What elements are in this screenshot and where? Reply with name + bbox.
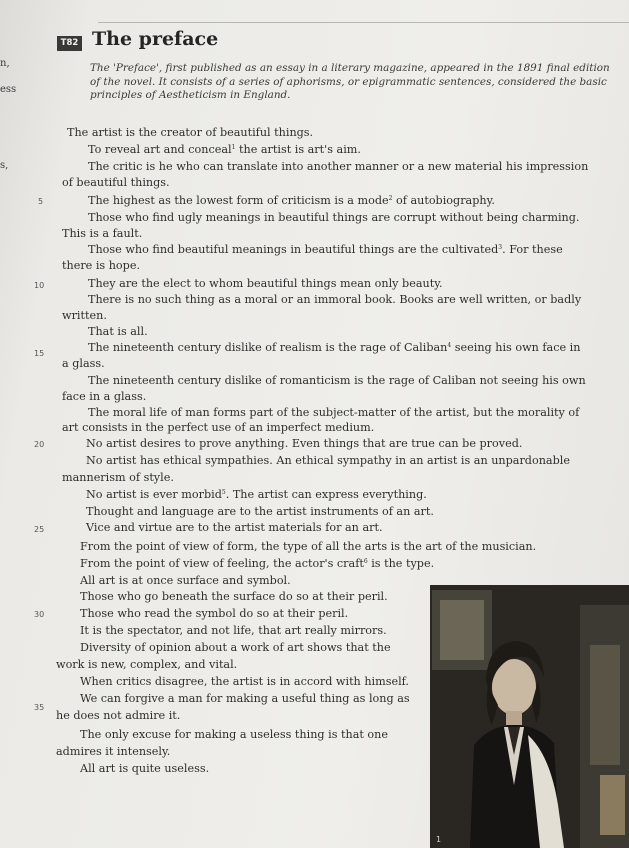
header-rule — [98, 22, 629, 23]
text-line: There is no such thing as a moral or an immoral book. Books are well written, or badly — [88, 293, 582, 306]
text-line: work is new, complex, and vital. — [56, 658, 238, 671]
text-line: The nineteenth century dislike of realism is the rage of Caliban$^4$ seeing his own face in — [88, 341, 581, 354]
text-line: he does not admire it. — [56, 709, 181, 722]
photo-number: 1 — [436, 835, 442, 844]
text-line: No artist has ethical sympathies. An ethical sympathy in an artist is an unpardonable — [86, 454, 570, 467]
text-line: It is the spectator, and not life, that art really mirrors. — [80, 624, 387, 637]
line-number: 30 — [34, 610, 45, 619]
line-number: 15 — [34, 349, 45, 358]
text-line: The highest as the lowest form of criticism is a mode$^2$ of autobiography. — [88, 194, 495, 207]
margin-fragment: s, — [0, 160, 9, 171]
text-line: a glass. — [62, 357, 105, 370]
page-title: The preface — [92, 28, 219, 50]
text-line: From the point of view of feeling, the actor's craft$^6$ is the type. — [80, 557, 435, 570]
text-line: Vice and virtue are to the artist materials for an art. — [86, 521, 383, 534]
text-line: Thought and language are to the artist instruments of an art. — [86, 505, 434, 518]
text-line: written. — [62, 309, 107, 322]
margin-fragment: n, — [0, 58, 10, 69]
text-line: admires it intensely. — [56, 745, 171, 758]
text-line: face in a glass. — [62, 390, 147, 403]
text-line: The artist is the creator of beautiful things. — [67, 126, 314, 139]
text-line: We can forgive a man for making a useful thing as long as — [80, 692, 410, 705]
text-line: When critics disagree, the artist is in accord with himself. — [80, 675, 409, 688]
text-line: art consists in the perfect use of an imperfect medium. — [62, 421, 375, 434]
text-line: All art is at once surface and symbol. — [80, 574, 291, 587]
text-line: All art is quite useless. — [80, 762, 210, 775]
text-line: mannerism of style. — [62, 471, 174, 484]
intro-paragraph: The 'Preface', first published as an essay in a literary magazine, appeared in the 1891 final edition of the novel. It consists of a series of aphorisms, or epigrammatic sentences, considered the basic principles of Aestheticism in England. — [90, 62, 610, 101]
text-number-badge: T82 — [57, 36, 82, 51]
margin-fragment: ess — [0, 84, 17, 95]
text-line: To reveal art and conceal$^1$ the artist is art's aim. — [88, 143, 361, 156]
text-line: No artist desires to prove anything. Even things that are true can be proved. — [86, 437, 523, 450]
text-line: That is all. — [88, 325, 148, 338]
portrait-illustration — [430, 585, 629, 848]
text-line: The only excuse for making a useless thing is that one — [80, 728, 388, 741]
text-line: This is a fault. — [62, 227, 143, 240]
text-line: The moral life of man forms part of the subject-matter of the artist, but the morality of — [88, 406, 580, 419]
text-line: Those who find ugly meanings in beautiful things are corrupt without being charming. — [88, 211, 580, 224]
portrait-photo — [430, 585, 629, 848]
text-line: No artist is ever morbid$^5$. The artist can express everything. — [86, 488, 427, 501]
text-line: From the point of view of form, the type of all the arts is the art of the musician. — [80, 540, 537, 553]
text-line: Those who find beautiful meanings in beautiful things are the cultivated$^3$. For these — [88, 243, 563, 256]
text-line: of beautiful things. — [62, 176, 170, 189]
line-number: 25 — [34, 525, 45, 534]
line-number: 5 — [38, 197, 44, 206]
text-line: there is hope. — [62, 259, 141, 272]
text-line: Those who read the symbol do so at their peril. — [80, 607, 349, 620]
text-line: Diversity of opinion about a work of art shows that the — [80, 641, 391, 654]
line-number: 10 — [34, 281, 45, 290]
text-line: The nineteenth century dislike of romanticism is the rage of Caliban not seeing his own — [88, 374, 586, 387]
text-line: They are the elect to whom beautiful things mean only beauty. — [88, 277, 443, 290]
text-line: The critic is he who can translate into another manner or a new material his impression — [88, 160, 589, 173]
line-number: 20 — [34, 440, 45, 449]
text-line: Those who go beneath the surface do so at their peril. — [80, 590, 388, 603]
line-number: 35 — [34, 703, 45, 712]
